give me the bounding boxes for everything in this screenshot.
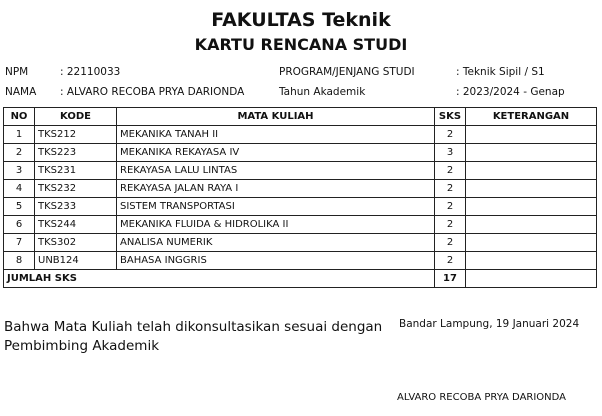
row-sks: 2	[435, 180, 466, 198]
row-no: 2	[4, 144, 35, 162]
program-label: PROGRAM/JENJANG STUDI	[279, 66, 415, 78]
table-row	[4, 252, 597, 270]
academic-year-value: : 2023/2024 - Genap	[456, 86, 565, 98]
row-sks: 2	[435, 198, 466, 216]
total-sks: 17	[435, 270, 466, 288]
row-kode: TKS302	[35, 234, 117, 252]
row-sks: 3	[435, 144, 466, 162]
table-row	[4, 216, 597, 234]
row-keterangan	[466, 162, 597, 180]
row-no: 6	[4, 216, 35, 234]
row-keterangan	[466, 252, 597, 270]
row-no: 5	[4, 198, 35, 216]
row-mata-kuliah: BAHASA INGGRIS	[117, 252, 435, 270]
row-mata-kuliah: REKAYASA LALU LINTAS	[117, 162, 435, 180]
row-kode: TKS223	[35, 144, 117, 162]
npm-label: NPM	[5, 66, 29, 78]
row-mata-kuliah: SISTEM TRANSPORTASI	[117, 198, 435, 216]
signing-date: Bandar Lampung, 19 Januari 2024	[399, 318, 580, 330]
table-row	[4, 180, 597, 198]
col-no: NO	[4, 108, 35, 126]
row-kode: TKS231	[35, 162, 117, 180]
row-no: 8	[4, 252, 35, 270]
consultation-note: Bahwa Mata Kuliah telah dikonsultasikan sesuai dengan Pembimbing Akademik	[4, 319, 383, 354]
table-row	[4, 234, 597, 252]
signer-name: ALVARO RECOBA PRYA DARIONDA	[397, 392, 567, 403]
total-row	[4, 270, 597, 288]
row-no: 4	[4, 180, 35, 198]
table-row	[4, 162, 597, 180]
row-keterangan	[466, 144, 597, 162]
course-table	[3, 107, 597, 288]
table-row	[4, 144, 597, 162]
row-kode: TKS244	[35, 216, 117, 234]
row-mata-kuliah: MEKANIKA FLUIDA & HIDROLIKA II	[117, 216, 435, 234]
col-kode: KODE	[35, 108, 117, 126]
row-sks: 2	[435, 162, 466, 180]
program-value: : Teknik Sipil / S1	[456, 66, 545, 78]
row-sks: 2	[435, 252, 466, 270]
npm-value: : 22110033	[60, 66, 121, 78]
row-sks: 2	[435, 234, 466, 252]
table-header-row	[4, 108, 597, 126]
name-value: : ALVARO RECOBA PRYA DARIONDA	[60, 86, 245, 98]
table-row	[4, 198, 597, 216]
name-label: NAMA	[5, 86, 37, 98]
row-keterangan	[466, 180, 597, 198]
total-label: JUMLAH SKS	[4, 270, 435, 288]
row-keterangan	[466, 126, 597, 144]
row-kode: TKS233	[35, 198, 117, 216]
row-keterangan	[466, 234, 597, 252]
total-keterangan	[466, 270, 597, 288]
col-mata-kuliah: MATA KULIAH	[117, 108, 435, 126]
row-mata-kuliah: MEKANIKA TANAH II	[117, 126, 435, 144]
row-kode: TKS212	[35, 126, 117, 144]
academic-year-label: Tahun Akademik	[279, 86, 366, 98]
table-row	[4, 126, 597, 144]
row-no: 3	[4, 162, 35, 180]
row-no: 7	[4, 234, 35, 252]
col-keterangan: KETERANGAN	[466, 108, 597, 126]
document-title: KARTU RENCANA STUDI	[194, 35, 408, 54]
row-sks: 2	[435, 126, 466, 144]
row-mata-kuliah: MEKANIKA REKAYASA IV	[117, 144, 435, 162]
row-keterangan	[466, 216, 597, 234]
row-keterangan	[466, 198, 597, 216]
row-sks: 2	[435, 216, 466, 234]
row-no: 1	[4, 126, 35, 144]
faculty-title: FAKULTAS Teknik	[211, 9, 391, 31]
row-mata-kuliah: REKAYASA JALAN RAYA I	[117, 180, 435, 198]
row-kode: TKS232	[35, 180, 117, 198]
row-mata-kuliah: ANALISA NUMERIK	[117, 234, 435, 252]
row-kode: UNB124	[35, 252, 117, 270]
col-sks: SKS	[435, 108, 466, 126]
